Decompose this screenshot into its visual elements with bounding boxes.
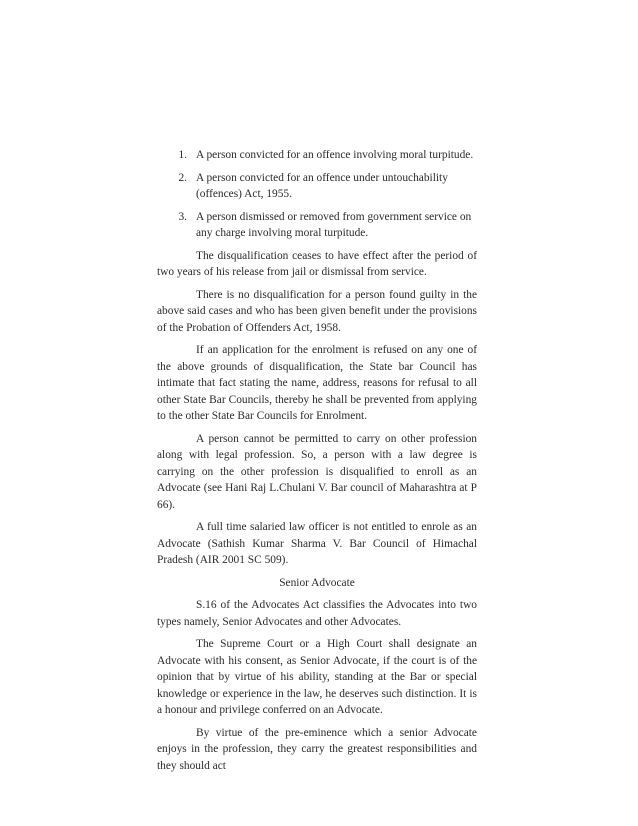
disqualification-list xyxy=(157,147,477,242)
list-item-text: A person convicted for an offence under untouchability (offences) Act, 1955. xyxy=(196,171,448,200)
paragraph: A full time salaried law officer is not entitled to enrole as an Advocate (Sathish Kumar Sharma V. Bar Council of Himachal Pradesh (AIR 2001 SC 509). xyxy=(157,521,477,566)
list-item-number: 3. xyxy=(178,210,187,223)
list-item-text: A person dismissed or removed from government service on any charge involving moral turpitude. xyxy=(196,210,472,239)
paragraph: By virtue of the pre-eminence which a senior Advocate enjoys in the profession, they carry the greatest responsibilities and they should act xyxy=(157,726,477,772)
list-item xyxy=(157,209,477,242)
section-heading: Senior Advocate xyxy=(279,576,355,589)
paragraph: If an application for the enrolment is refused on any one of the above grounds of disqualification, the State bar Council has intimate that fact stating the name, address, reasons for refusal to all other State Bar Councils, thereby he shall be prevented from applying to the other State Bar Councils for Enrolment. xyxy=(157,344,477,422)
paragraph: The disqualification ceases to have effect after the period of two years of his release from jail or dismissal from service. xyxy=(157,249,477,278)
document-page xyxy=(157,147,477,780)
list-item-number: 2. xyxy=(178,171,187,184)
paragraph: A person cannot be permitted to carry on other profession along with legal profession. So, a person with a law degree is carrying on the other profession is disqualified to enroll as an Advocate (see Hani Raj L.Chulani V. Bar council of Maharashtra at P 66). xyxy=(157,432,477,511)
list-item-text: A person convicted for an offence involving moral turpitude. xyxy=(196,149,474,161)
list-item xyxy=(157,170,477,203)
paragraph: There is no disqualification for a person found guilty in the above said cases and who has been given benefit under the provisions of the Probation of Offenders Act, 1958. xyxy=(157,288,477,334)
list-item xyxy=(157,147,477,164)
list-item-number: 1. xyxy=(178,149,187,161)
paragraph: S.16 of the Advocates Act classifies the Advocates into two types namely, Senior Advocates and other Advocates. xyxy=(157,599,477,628)
paragraph: The Supreme Court or a High Court shall designate an Advocate with his consent, as Senior Advocate, if the court is of the opinion that by virtue of his ability, standing at the Bar or special knowledge or experience in the law, he deserves such distinction. It is a honour and privilege conferred on an Advocate. xyxy=(157,638,477,716)
